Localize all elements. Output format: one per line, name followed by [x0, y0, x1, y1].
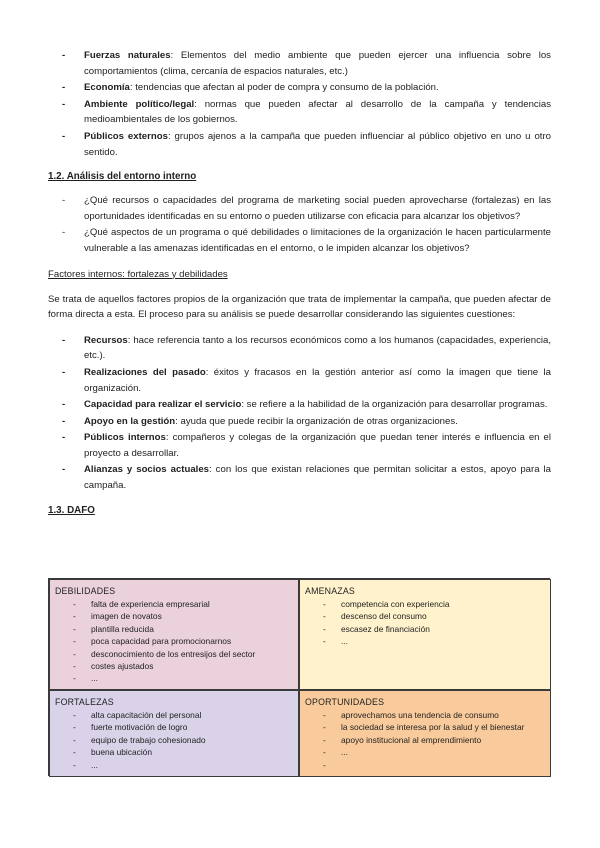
- dash-marker: -: [62, 82, 66, 94]
- dafo-item-text: escasez de financiación: [341, 623, 430, 634]
- dafo-item-text: alta capacitación del personal: [91, 710, 202, 720]
- item-text: : compañeros y colegas de la organización que puedan tener interés e influencia en el proyecto a desarrollar.: [84, 432, 551, 459]
- dash-marker: -: [73, 636, 76, 647]
- dafo-item: [55, 660, 293, 672]
- dash-marker: -: [73, 734, 76, 745]
- dafo-debilidades: [49, 579, 299, 690]
- dash-marker: -: [62, 432, 66, 444]
- item-text: : Elementos del medio ambiente que pueden ejercer una influencia sobre los comportamientos (clima, cercanía de espacios naturales, etc.): [84, 50, 551, 77]
- dafo-item-text: plantilla reducida: [91, 623, 154, 634]
- item-term: Apoyo en la gestión: [84, 415, 176, 427]
- dash-marker: -: [62, 415, 66, 427]
- dafo-item-text: ...: [341, 636, 348, 647]
- dash-marker: -: [62, 130, 66, 142]
- list-item: [48, 462, 551, 493]
- document-content: [48, 48, 551, 518]
- dafo-debilidades-list: [55, 598, 293, 685]
- dafo-item-text: ...: [91, 673, 98, 684]
- dafo-item: [55, 759, 293, 771]
- dafo-item: [55, 610, 293, 622]
- internal-factors-paragraph: Se trata de aquellos factores propios de la organización que trata de implementar la campaña, que pueden afectar de forma directa a esta. El proceso para su análisis se puede desarrollar considerando las siguientes cuestiones:: [48, 293, 551, 321]
- dafo-fortalezas-title: FORTALEZAS: [55, 697, 114, 707]
- dash-marker: -: [62, 399, 66, 411]
- dash-marker: -: [73, 599, 76, 609]
- dafo-item: [305, 623, 545, 635]
- dafo-item-text: descenso del consumo: [341, 611, 427, 622]
- dash-marker: -: [323, 611, 326, 622]
- dash-marker: -: [323, 734, 326, 745]
- dash-marker: -: [62, 366, 66, 378]
- dash-marker: -: [62, 227, 66, 239]
- dafo-item-text: ...: [91, 759, 98, 770]
- dash-marker: -: [73, 611, 76, 622]
- item-text: : tendencias que afectan al poder de compra y consumo de la población.: [129, 82, 439, 94]
- dash-marker: -: [73, 673, 76, 684]
- list-item: [48, 129, 551, 160]
- item-term: Ambiente político/legal: [84, 98, 195, 110]
- list-item: [48, 225, 551, 256]
- dafo-item: [55, 746, 293, 758]
- dash-marker: -: [73, 648, 76, 659]
- dafo-item-text: competencia con experiencia: [341, 599, 450, 609]
- list-item: [48, 365, 551, 396]
- dash-marker: -: [73, 710, 76, 720]
- item-text: : éxitos y fracasos en la gestión anterior así como la imagen que tiene la organización.: [84, 366, 551, 394]
- dafo-amenazas-list: [305, 598, 545, 648]
- dafo-item: [305, 635, 545, 647]
- dash-marker: -: [323, 636, 326, 647]
- item-term: Realizaciones del pasado: [84, 366, 206, 378]
- dafo-item-text: la sociedad se interesa por la salud y el bienestar: [341, 722, 525, 733]
- dafo-oportunidades-title: OPORTUNIDADES: [305, 697, 385, 707]
- dafo-table: [48, 578, 550, 776]
- list-item: [48, 80, 551, 96]
- dafo-item: [305, 721, 545, 733]
- item-term: Públicos externos: [84, 130, 168, 142]
- dafo-item: [55, 709, 293, 721]
- item-text: : con los que existan relaciones que permitan solicitar a estos, apoyo para la campaña.: [84, 464, 552, 492]
- dafo-item: [55, 734, 293, 746]
- dash-marker: -: [323, 710, 326, 720]
- dafo-amenazas: [299, 579, 551, 690]
- dash-marker: -: [73, 747, 76, 758]
- internal-factors-list: [48, 333, 551, 494]
- dafo-item: [305, 746, 545, 758]
- dafo-item: [305, 709, 545, 721]
- dafo-item: [305, 734, 545, 746]
- dash-marker: -: [73, 661, 76, 672]
- dash-marker: -: [323, 623, 326, 634]
- dafo-item: [55, 721, 293, 733]
- subheading-internal-factors: Factores internos: fortalezas y debilidades: [48, 268, 228, 280]
- dafo-item-text: apoyo institucional al emprendimiento: [341, 734, 482, 745]
- dafo-item-text: desconocimiento de los entresijos del sector: [91, 648, 256, 659]
- section-heading-1-3: 1.3. DAFO: [48, 504, 95, 516]
- item-term: Capacidad para realizar el servicio: [84, 399, 242, 411]
- item-term: Fuerzas naturales: [84, 50, 171, 61]
- dafo-oportunidades-list: [305, 709, 545, 770]
- dafo-item: [55, 623, 293, 635]
- dash-marker: -: [62, 98, 66, 110]
- dash-marker: -: [62, 195, 66, 207]
- dash-marker: -: [62, 464, 66, 476]
- dafo-item-text: poca capacidad para promocionarnos: [91, 636, 232, 647]
- dafo-item-text: equipo de trabajo cohesionado: [91, 734, 206, 745]
- item-term: Alianzas y socios actuales: [84, 464, 210, 476]
- list-item: [48, 430, 551, 461]
- item-text: : se refiere a la habilidad de la organización para desarrollar programas.: [241, 399, 548, 411]
- list-item: [48, 397, 551, 413]
- item-text: : hace referencia tanto a los recursos económicos como a los humanos (capacidades, experiencia, etc.).: [84, 334, 551, 362]
- dash-marker: -: [323, 747, 326, 758]
- item-text: : grupos ajenos a la campaña que pueden influenciar al público objetivo en uno u otro sentido.: [84, 130, 551, 158]
- dash-marker: -: [73, 759, 76, 770]
- dafo-item-text: falta de experiencia empresarial: [91, 599, 210, 609]
- dafo-item: [55, 672, 293, 684]
- dafo-oportunidades: [299, 690, 551, 777]
- list-item: [48, 97, 551, 128]
- dash-marker: -: [62, 334, 66, 346]
- item-text: ¿Qué recursos o capacidades del programa de marketing social pueden aprovecharse (fortalezas) en las oportunidades identificadas en su entorno o pueden utilizarse con eficacia para alcanzar los objetivos?: [84, 195, 551, 222]
- item-text: : ayuda que puede recibir la organización de otras organizaciones.: [175, 415, 458, 427]
- dash-marker: -: [323, 759, 326, 770]
- internal-questions-list: [48, 193, 551, 256]
- list-item: [48, 414, 551, 430]
- dafo-item-text: ...: [341, 747, 348, 758]
- item-term: Recursos: [84, 334, 128, 346]
- dafo-fortalezas-list: [55, 709, 293, 771]
- dash-marker: -: [323, 599, 326, 609]
- dafo-item: [55, 598, 293, 610]
- dafo-item: [55, 635, 293, 647]
- dash-marker: -: [73, 623, 76, 634]
- dafo-item-text: fuerte motivación de logro: [91, 722, 188, 733]
- item-text: ¿Qué aspectos de un programa o qué debilidades o limitaciones de la organización le hacen particularmente vulnerable a las amenazas identificadas en el entorno, o le impiden alcanzar los objetivos?: [84, 227, 551, 254]
- dafo-item-text: imagen de novatos: [91, 611, 162, 622]
- dafo-amenazas-title: AMENAZAS: [305, 586, 355, 596]
- dafo-debilidades-title: DEBILIDADES: [55, 586, 116, 596]
- dafo-item: [305, 610, 545, 622]
- dafo-item: [305, 598, 545, 610]
- dafo-fortalezas: [49, 690, 299, 777]
- list-item: [48, 48, 551, 79]
- dafo-item-text: aprovechamos una tendencia de consumo: [341, 710, 499, 720]
- list-item: [48, 333, 551, 364]
- item-text: : normas que pueden afectar al desarrollo de la campaña y tendencias medioambientales de los gobiernos.: [84, 98, 551, 126]
- dafo-item-text: buena ubicación: [91, 747, 153, 758]
- list-item: [48, 193, 551, 224]
- dash-marker: -: [323, 722, 326, 733]
- item-term: Públicos internos: [84, 432, 166, 444]
- dash-marker: -: [62, 50, 66, 61]
- dafo-item: [55, 648, 293, 660]
- item-term: Economía: [84, 82, 130, 94]
- section-heading-1-2: 1.2. Análisis del entorno interno: [48, 171, 197, 183]
- dash-marker: -: [73, 722, 76, 733]
- dafo-item-text: costes ajustados: [91, 661, 154, 672]
- external-factors-list: [48, 48, 551, 160]
